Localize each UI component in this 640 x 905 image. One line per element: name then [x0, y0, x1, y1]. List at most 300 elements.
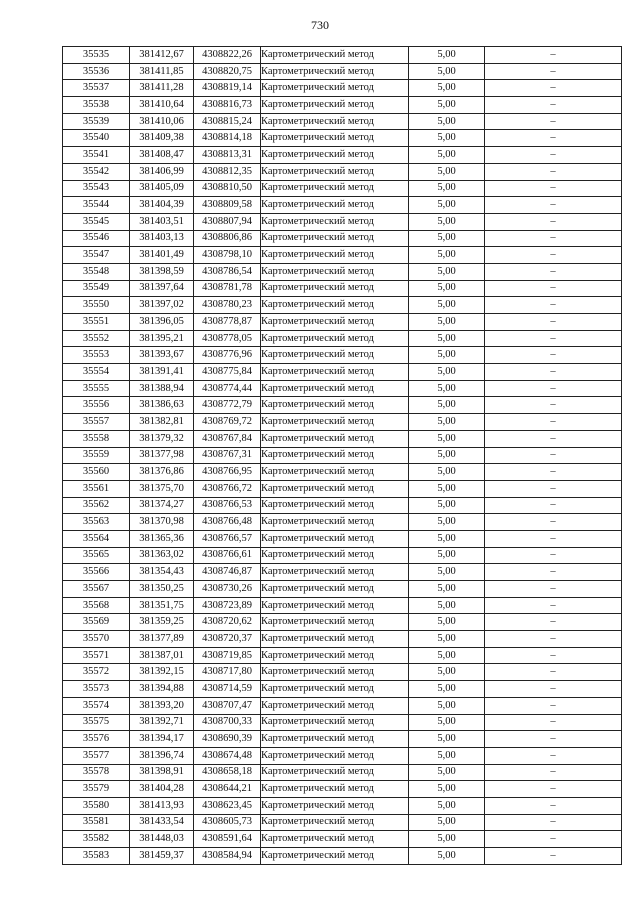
x-coordinate-cell: 381374,27 — [130, 497, 194, 514]
description-cell: – — [485, 97, 622, 114]
x-coordinate-cell: 381405,09 — [130, 180, 194, 197]
method-cell: Картометрический метод — [261, 230, 409, 247]
description-cell: – — [485, 631, 622, 648]
y-coordinate-cell: 4308766,48 — [194, 514, 261, 531]
x-coordinate-cell: 381406,99 — [130, 163, 194, 180]
point-number-cell: 35563 — [63, 514, 130, 531]
table-row — [63, 530, 622, 547]
y-coordinate-cell: 4308819,14 — [194, 80, 261, 97]
method-cell: Картометрический метод — [261, 297, 409, 314]
x-coordinate-cell: 381396,05 — [130, 314, 194, 331]
table-row — [63, 430, 622, 447]
y-coordinate-cell: 4308717,80 — [194, 664, 261, 681]
description-cell: – — [485, 113, 622, 130]
x-coordinate-cell: 381391,41 — [130, 364, 194, 381]
point-number-cell: 35566 — [63, 564, 130, 581]
x-coordinate-cell: 381459,37 — [130, 848, 194, 865]
point-number-cell: 35579 — [63, 781, 130, 798]
description-cell: – — [485, 514, 622, 531]
accuracy-cell: 5,00 — [409, 330, 485, 347]
accuracy-cell: 5,00 — [409, 263, 485, 280]
x-coordinate-cell: 381365,36 — [130, 530, 194, 547]
table-row — [63, 664, 622, 681]
y-coordinate-cell: 4308591,64 — [194, 831, 261, 848]
table-row — [63, 380, 622, 397]
accuracy-cell: 5,00 — [409, 80, 485, 97]
table-row — [63, 130, 622, 147]
point-number-cell: 35547 — [63, 247, 130, 264]
method-cell: Картометрический метод — [261, 97, 409, 114]
description-cell: – — [485, 330, 622, 347]
point-number-cell: 35543 — [63, 180, 130, 197]
table-row — [63, 514, 622, 531]
description-cell: – — [485, 614, 622, 631]
accuracy-cell: 5,00 — [409, 564, 485, 581]
method-cell: Картометрический метод — [261, 530, 409, 547]
page-number: 730 — [311, 18, 329, 32]
y-coordinate-cell: 4308674,48 — [194, 747, 261, 764]
accuracy-cell: 5,00 — [409, 430, 485, 447]
table-row — [63, 364, 622, 381]
accuracy-cell: 5,00 — [409, 364, 485, 381]
point-number-cell: 35536 — [63, 63, 130, 80]
y-coordinate-cell: 4308723,89 — [194, 597, 261, 614]
y-coordinate-cell: 4308781,78 — [194, 280, 261, 297]
point-number-cell: 35552 — [63, 330, 130, 347]
accuracy-cell: 5,00 — [409, 180, 485, 197]
description-cell: – — [485, 597, 622, 614]
x-coordinate-cell: 381398,59 — [130, 263, 194, 280]
accuracy-cell: 5,00 — [409, 614, 485, 631]
method-cell: Картометрический метод — [261, 631, 409, 648]
table-row — [63, 63, 622, 80]
accuracy-cell: 5,00 — [409, 447, 485, 464]
accuracy-cell: 5,00 — [409, 464, 485, 481]
method-cell: Картометрический метод — [261, 247, 409, 264]
method-cell: Картометрический метод — [261, 714, 409, 731]
method-cell: Картометрический метод — [261, 213, 409, 230]
table-row — [63, 347, 622, 364]
point-number-cell: 35554 — [63, 364, 130, 381]
point-number-cell: 35575 — [63, 714, 130, 731]
point-number-cell: 35558 — [63, 430, 130, 447]
description-cell: – — [485, 764, 622, 781]
table-row — [63, 581, 622, 598]
y-coordinate-cell: 4308815,24 — [194, 113, 261, 130]
y-coordinate-cell: 4308767,84 — [194, 430, 261, 447]
method-cell: Картометрический метод — [261, 430, 409, 447]
table-row — [63, 781, 622, 798]
description-cell: – — [485, 63, 622, 80]
x-coordinate-cell: 381409,38 — [130, 130, 194, 147]
table-row — [63, 797, 622, 814]
method-cell: Картометрический метод — [261, 197, 409, 214]
description-cell: – — [485, 564, 622, 581]
accuracy-cell: 5,00 — [409, 380, 485, 397]
description-cell: – — [485, 263, 622, 280]
description-cell: – — [485, 781, 622, 798]
x-coordinate-cell: 381413,93 — [130, 797, 194, 814]
y-coordinate-cell: 4308720,37 — [194, 631, 261, 648]
method-cell: Картометрический метод — [261, 597, 409, 614]
x-coordinate-cell: 381392,71 — [130, 714, 194, 731]
table-row — [63, 731, 622, 748]
table-row — [63, 480, 622, 497]
y-coordinate-cell: 4308690,39 — [194, 731, 261, 748]
y-coordinate-cell: 4308813,31 — [194, 147, 261, 164]
y-coordinate-cell: 4308822,26 — [194, 47, 261, 64]
point-number-cell: 35564 — [63, 530, 130, 547]
description-cell: – — [485, 831, 622, 848]
description-cell: – — [485, 80, 622, 97]
description-cell: – — [485, 681, 622, 698]
method-cell: Картометрический метод — [261, 747, 409, 764]
accuracy-cell: 5,00 — [409, 97, 485, 114]
point-number-cell: 35572 — [63, 664, 130, 681]
point-number-cell: 35578 — [63, 764, 130, 781]
method-cell: Картометрический метод — [261, 681, 409, 698]
table-row — [63, 247, 622, 264]
coordinates-table — [62, 46, 622, 865]
x-coordinate-cell: 381394,88 — [130, 681, 194, 698]
x-coordinate-cell: 381395,21 — [130, 330, 194, 347]
table-row — [63, 631, 622, 648]
point-number-cell: 35573 — [63, 681, 130, 698]
y-coordinate-cell: 4308816,73 — [194, 97, 261, 114]
table-row — [63, 714, 622, 731]
accuracy-cell: 5,00 — [409, 781, 485, 798]
method-cell: Картометрический метод — [261, 314, 409, 331]
accuracy-cell: 5,00 — [409, 197, 485, 214]
accuracy-cell: 5,00 — [409, 647, 485, 664]
table-row — [63, 280, 622, 297]
y-coordinate-cell: 4308776,96 — [194, 347, 261, 364]
table-row — [63, 263, 622, 280]
method-cell: Картометрический метод — [261, 47, 409, 64]
accuracy-cell: 5,00 — [409, 147, 485, 164]
x-coordinate-cell: 381377,98 — [130, 447, 194, 464]
x-coordinate-cell: 381410,64 — [130, 97, 194, 114]
y-coordinate-cell: 4308780,23 — [194, 297, 261, 314]
method-cell: Картометрический метод — [261, 347, 409, 364]
point-number-cell: 35549 — [63, 280, 130, 297]
accuracy-cell: 5,00 — [409, 664, 485, 681]
x-coordinate-cell: 381411,85 — [130, 63, 194, 80]
y-coordinate-cell: 4308810,50 — [194, 180, 261, 197]
accuracy-cell: 5,00 — [409, 547, 485, 564]
x-coordinate-cell: 381398,91 — [130, 764, 194, 781]
table-row — [63, 564, 622, 581]
x-coordinate-cell: 381433,54 — [130, 814, 194, 831]
y-coordinate-cell: 4308812,35 — [194, 163, 261, 180]
y-coordinate-cell: 4308719,85 — [194, 647, 261, 664]
y-coordinate-cell: 4308778,05 — [194, 330, 261, 347]
point-number-cell: 35542 — [63, 163, 130, 180]
method-cell: Картометрический метод — [261, 697, 409, 714]
method-cell: Картометрический метод — [261, 113, 409, 130]
point-number-cell: 35535 — [63, 47, 130, 64]
method-cell: Картометрический метод — [261, 564, 409, 581]
y-coordinate-cell: 4308658,18 — [194, 764, 261, 781]
accuracy-cell: 5,00 — [409, 597, 485, 614]
description-cell: – — [485, 581, 622, 598]
y-coordinate-cell: 4308798,10 — [194, 247, 261, 264]
table-row — [63, 163, 622, 180]
point-number-cell: 35582 — [63, 831, 130, 848]
y-coordinate-cell: 4308714,59 — [194, 681, 261, 698]
table-row — [63, 831, 622, 848]
x-coordinate-cell: 381388,94 — [130, 380, 194, 397]
x-coordinate-cell: 381393,67 — [130, 347, 194, 364]
method-cell: Картометрический метод — [261, 263, 409, 280]
table-row — [63, 297, 622, 314]
point-number-cell: 35551 — [63, 314, 130, 331]
description-cell: – — [485, 180, 622, 197]
accuracy-cell: 5,00 — [409, 747, 485, 764]
x-coordinate-cell: 381386,63 — [130, 397, 194, 414]
description-cell: – — [485, 814, 622, 831]
point-number-cell: 35555 — [63, 380, 130, 397]
description-cell: – — [485, 731, 622, 748]
x-coordinate-cell: 381412,67 — [130, 47, 194, 64]
y-coordinate-cell: 4308766,72 — [194, 480, 261, 497]
accuracy-cell: 5,00 — [409, 63, 485, 80]
x-coordinate-cell: 381404,39 — [130, 197, 194, 214]
description-cell: – — [485, 664, 622, 681]
method-cell: Картометрический метод — [261, 130, 409, 147]
y-coordinate-cell: 4308720,62 — [194, 614, 261, 631]
table-row — [63, 597, 622, 614]
accuracy-cell: 5,00 — [409, 831, 485, 848]
table-row — [63, 497, 622, 514]
y-coordinate-cell: 4308778,87 — [194, 314, 261, 331]
method-cell: Картометрический метод — [261, 848, 409, 865]
table-row — [63, 747, 622, 764]
x-coordinate-cell: 381379,32 — [130, 430, 194, 447]
point-number-cell: 35568 — [63, 597, 130, 614]
description-cell: – — [485, 147, 622, 164]
y-coordinate-cell: 4308809,58 — [194, 197, 261, 214]
table-row — [63, 197, 622, 214]
point-number-cell: 35557 — [63, 414, 130, 431]
description-cell: – — [485, 447, 622, 464]
x-coordinate-cell: 381401,49 — [130, 247, 194, 264]
method-cell: Картометрический метод — [261, 647, 409, 664]
accuracy-cell: 5,00 — [409, 697, 485, 714]
y-coordinate-cell: 4308700,33 — [194, 714, 261, 731]
description-cell: – — [485, 697, 622, 714]
method-cell: Картометрический метод — [261, 280, 409, 297]
description-cell: – — [485, 230, 622, 247]
accuracy-cell: 5,00 — [409, 714, 485, 731]
table-row — [63, 814, 622, 831]
method-cell: Картометрический метод — [261, 330, 409, 347]
point-number-cell: 35567 — [63, 581, 130, 598]
table-row — [63, 414, 622, 431]
table-row — [63, 614, 622, 631]
accuracy-cell: 5,00 — [409, 314, 485, 331]
x-coordinate-cell: 381396,74 — [130, 747, 194, 764]
table-row — [63, 447, 622, 464]
x-coordinate-cell: 381382,81 — [130, 414, 194, 431]
accuracy-cell: 5,00 — [409, 631, 485, 648]
y-coordinate-cell: 4308772,79 — [194, 397, 261, 414]
description-cell: – — [485, 480, 622, 497]
table-row — [63, 848, 622, 865]
description-cell: – — [485, 397, 622, 414]
table-row — [63, 180, 622, 197]
y-coordinate-cell: 4308774,44 — [194, 380, 261, 397]
table-row — [63, 330, 622, 347]
method-cell: Картометрический метод — [261, 364, 409, 381]
y-coordinate-cell: 4308623,45 — [194, 797, 261, 814]
description-cell: – — [485, 213, 622, 230]
point-number-cell: 35565 — [63, 547, 130, 564]
method-cell: Картометрический метод — [261, 397, 409, 414]
method-cell: Картометрический метод — [261, 764, 409, 781]
accuracy-cell: 5,00 — [409, 47, 485, 64]
table-row — [63, 80, 622, 97]
table-row — [63, 397, 622, 414]
description-cell: – — [485, 314, 622, 331]
table-row — [63, 213, 622, 230]
accuracy-cell: 5,00 — [409, 530, 485, 547]
x-coordinate-cell: 381375,70 — [130, 480, 194, 497]
method-cell: Картометрический метод — [261, 547, 409, 564]
point-number-cell: 35553 — [63, 347, 130, 364]
coordinates-table-body — [63, 47, 622, 865]
x-coordinate-cell: 381377,89 — [130, 631, 194, 648]
y-coordinate-cell: 4308766,61 — [194, 547, 261, 564]
point-number-cell: 35539 — [63, 113, 130, 130]
point-number-cell: 35538 — [63, 97, 130, 114]
method-cell: Картометрический метод — [261, 731, 409, 748]
x-coordinate-cell: 381397,64 — [130, 280, 194, 297]
x-coordinate-cell: 381410,06 — [130, 113, 194, 130]
description-cell: – — [485, 848, 622, 865]
accuracy-cell: 5,00 — [409, 681, 485, 698]
method-cell: Картометрический метод — [261, 163, 409, 180]
accuracy-cell: 5,00 — [409, 764, 485, 781]
point-number-cell: 35571 — [63, 647, 130, 664]
method-cell: Картометрический метод — [261, 480, 409, 497]
y-coordinate-cell: 4308786,54 — [194, 263, 261, 280]
point-number-cell: 35544 — [63, 197, 130, 214]
description-cell: – — [485, 347, 622, 364]
y-coordinate-cell: 4308767,31 — [194, 447, 261, 464]
x-coordinate-cell: 381376,86 — [130, 464, 194, 481]
description-cell: – — [485, 530, 622, 547]
accuracy-cell: 5,00 — [409, 213, 485, 230]
x-coordinate-cell: 381411,28 — [130, 80, 194, 97]
x-coordinate-cell: 381351,75 — [130, 597, 194, 614]
table-row — [63, 147, 622, 164]
method-cell: Картометрический метод — [261, 63, 409, 80]
method-cell: Картометрический метод — [261, 831, 409, 848]
table-row — [63, 464, 622, 481]
method-cell: Картометрический метод — [261, 797, 409, 814]
description-cell: – — [485, 197, 622, 214]
accuracy-cell: 5,00 — [409, 814, 485, 831]
method-cell: Картометрический метод — [261, 180, 409, 197]
y-coordinate-cell: 4308746,87 — [194, 564, 261, 581]
description-cell: – — [485, 464, 622, 481]
point-number-cell: 35581 — [63, 814, 130, 831]
point-number-cell: 35583 — [63, 848, 130, 865]
accuracy-cell: 5,00 — [409, 848, 485, 865]
description-cell: – — [485, 430, 622, 447]
description-cell: – — [485, 163, 622, 180]
table-row — [63, 97, 622, 114]
description-cell: – — [485, 297, 622, 314]
table-row — [63, 547, 622, 564]
accuracy-cell: 5,00 — [409, 797, 485, 814]
point-number-cell: 35550 — [63, 297, 130, 314]
description-cell: – — [485, 647, 622, 664]
x-coordinate-cell: 381354,43 — [130, 564, 194, 581]
y-coordinate-cell: 4308820,75 — [194, 63, 261, 80]
accuracy-cell: 5,00 — [409, 347, 485, 364]
table-row — [63, 113, 622, 130]
accuracy-cell: 5,00 — [409, 414, 485, 431]
accuracy-cell: 5,00 — [409, 297, 485, 314]
y-coordinate-cell: 4308807,94 — [194, 213, 261, 230]
y-coordinate-cell: 4308766,57 — [194, 530, 261, 547]
point-number-cell: 35556 — [63, 397, 130, 414]
accuracy-cell: 5,00 — [409, 397, 485, 414]
method-cell: Картометрический метод — [261, 447, 409, 464]
method-cell: Картометрический метод — [261, 497, 409, 514]
description-cell: – — [485, 280, 622, 297]
x-coordinate-cell: 381393,20 — [130, 697, 194, 714]
accuracy-cell: 5,00 — [409, 581, 485, 598]
method-cell: Картометрический метод — [261, 581, 409, 598]
description-cell: – — [485, 130, 622, 147]
point-number-cell: 35541 — [63, 147, 130, 164]
y-coordinate-cell: 4308584,94 — [194, 848, 261, 865]
method-cell: Картометрический метод — [261, 380, 409, 397]
accuracy-cell: 5,00 — [409, 480, 485, 497]
x-coordinate-cell: 381363,02 — [130, 547, 194, 564]
y-coordinate-cell: 4308644,21 — [194, 781, 261, 798]
description-cell: – — [485, 714, 622, 731]
y-coordinate-cell: 4308814,18 — [194, 130, 261, 147]
description-cell: – — [485, 364, 622, 381]
x-coordinate-cell: 381392,15 — [130, 664, 194, 681]
description-cell: – — [485, 47, 622, 64]
point-number-cell: 35570 — [63, 631, 130, 648]
description-cell: – — [485, 380, 622, 397]
point-number-cell: 35562 — [63, 497, 130, 514]
method-cell: Картометрический метод — [261, 80, 409, 97]
accuracy-cell: 5,00 — [409, 247, 485, 264]
point-number-cell: 35576 — [63, 731, 130, 748]
x-coordinate-cell: 381387,01 — [130, 647, 194, 664]
accuracy-cell: 5,00 — [409, 497, 485, 514]
point-number-cell: 35560 — [63, 464, 130, 481]
accuracy-cell: 5,00 — [409, 130, 485, 147]
table-row — [63, 647, 622, 664]
point-number-cell: 35545 — [63, 213, 130, 230]
x-coordinate-cell: 381448,03 — [130, 831, 194, 848]
point-number-cell: 35559 — [63, 447, 130, 464]
x-coordinate-cell: 381359,25 — [130, 614, 194, 631]
table-row — [63, 764, 622, 781]
point-number-cell: 35561 — [63, 480, 130, 497]
x-coordinate-cell: 381403,51 — [130, 213, 194, 230]
table-row — [63, 681, 622, 698]
accuracy-cell: 5,00 — [409, 163, 485, 180]
